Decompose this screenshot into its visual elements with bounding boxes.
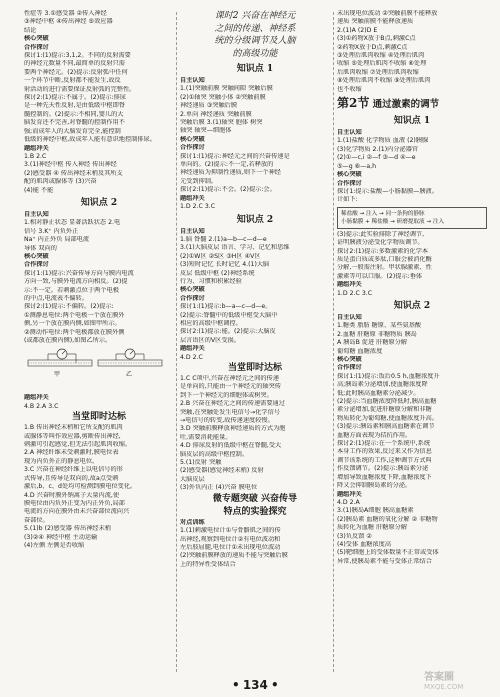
- label-coop: 合作探讨: [337, 179, 362, 187]
- text-line: 1.脑 脊髓 2.(1)a—b—c—d—e: [180, 235, 267, 243]
- diagram-a: [28, 349, 92, 378]
- answer-block: [24, 219, 174, 253]
- text-line: →电信号的转变,故传递速度较慢。: [180, 417, 274, 425]
- knowledge-point-heading: 知识点 1: [393, 116, 431, 127]
- text-line: ③处理后肌肉收缩 ④处理后肌肉: [337, 52, 425, 60]
- label-drill: 题组冲关: [180, 345, 205, 353]
- text-line: 低级的神经中枢,故成年人能有意识地控制排尿。: [24, 136, 156, 144]
- text-line: 微专题突破 兴奋传导: [212, 493, 298, 504]
- knowledge-point-heading: 知识点 2: [393, 300, 431, 311]
- text-line: 5.(1)反射 突触: [180, 459, 222, 467]
- section-heading-ontime: 当堂即时达标: [227, 363, 282, 373]
- text-line: ②测动作电位:两个电极都放在膜外侧: [24, 328, 125, 336]
- text-line: (2)提示:当血糖浓度降低时,胰高血糖: [337, 398, 437, 406]
- text-line: 探讨1:(1)提示:3,1,2。不同的反射需要: [24, 52, 131, 60]
- text-line: 素分泌增加,促进肝糖原分解和非糖: [337, 406, 432, 414]
- text-line: (或都放在膜内侧),如图乙所示。: [24, 337, 112, 345]
- text-line: 增加导致血糖浓度下降,血糖浓度下: [337, 473, 432, 481]
- probe-block: [180, 303, 330, 328]
- answer-line: 4.B 2.A 3.C: [24, 402, 59, 410]
- text-line: 1.糖类 脂肪 糖原、某些氨基酸: [337, 322, 422, 330]
- probe-block: [24, 312, 174, 346]
- probe-block: [180, 153, 330, 195]
- text-line: 是一种先天性反射,是由低级中枢即脊: [24, 102, 125, 110]
- text-line: 突触后膜 3.(1)轴突 胞体 树突: [180, 119, 263, 127]
- text-line: 后肌肉收缩 ⑦处理后肌肉收缩: [337, 68, 419, 76]
- text-line: (5)靶细胞上的受体数量不正常或受体: [337, 549, 439, 557]
- text-line: 3.(1)胰岛A细胞 胰高血糖素: [337, 507, 414, 515]
- text-line: 探讨2:(1)提示:不会。(2)提示:会。: [180, 186, 276, 194]
- text-line: ⑧处理后肌肉不收缩 ⑨处理后肌肉: [337, 77, 431, 85]
- text-line: 一个环节中断,反射都不能发生,故反: [24, 77, 121, 85]
- text-line: 探讨2:(1)提示:在一个系统中,系统: [337, 440, 431, 448]
- figure-label: 乙: [126, 371, 133, 379]
- label-core: 核心突破: [24, 252, 49, 260]
- text-line: 探讨2:(1)提示:多数激素的化学本: [337, 247, 429, 255]
- text-line: 探讨2:(1)提示:能。(2)提示:大脑皮: [180, 328, 276, 336]
- text-line: 未出现电位波动 ②突触前膜不能释放: [337, 10, 438, 17]
- text-line: ⑤—g ⑥—a,h: [337, 162, 377, 170]
- text-line: 收缩 ⑤处理后肌肉不收缩 ⑥处理: [337, 60, 427, 68]
- section-number: 第2节: [337, 96, 370, 111]
- text-line: 探讨1:(1)提示:b—a—c—d—e。: [180, 303, 272, 311]
- answer-line: 1.D 2.C 3.C: [180, 203, 216, 211]
- text-line: 物质转化为葡萄糖,使血糖浓度升高。: [337, 414, 438, 422]
- text-line: 轴突 轴突—细胞体: [180, 127, 232, 135]
- text-line: 出神经,观察到电位计②有电位波动和: [180, 535, 281, 543]
- answer-block: [180, 375, 330, 493]
- text-line: 示:不一定。若刺激点位于两个电极: [24, 286, 119, 294]
- knowledge-point-heading: 知识点 2: [236, 214, 274, 225]
- answer-line: 4.D 2.A: [337, 498, 360, 506]
- text-line: (2)①轴突 突触小体 ②突触前膜: [180, 93, 266, 101]
- section-name: 通过激素的调节: [372, 99, 440, 111]
- text-line: 高;胰岛素分泌增加,使血糖浓度降: [337, 381, 428, 389]
- text-line: (3)化学物质 2.(1)内分泌器官: [337, 145, 419, 153]
- flow-diagram: [337, 207, 487, 229]
- text-line: 课时2 兴奋在神经元: [214, 11, 296, 21]
- text-line: 层言语区的V区受损。: [180, 336, 240, 344]
- answer-block: [180, 236, 330, 286]
- text-line: 递质 突触前膜不能释放递质: [337, 18, 414, 26]
- text-line: 2.血糖 肝糖原 非糖物质 胰岛: [337, 330, 417, 338]
- label-coop: 合作探讨: [337, 364, 362, 372]
- column-left: [24, 10, 174, 675]
- text-line: 到下一个神经元的细胞体或树突。: [180, 391, 273, 399]
- text-line: 探讨1:提示:盐酸—小肠黏膜—胰液。: [337, 187, 438, 195]
- text-line: 调节该系统的工作,这种调节方式叫: [337, 456, 432, 464]
- text-line: 也不收缩: [337, 85, 362, 93]
- answer-block: [337, 507, 487, 566]
- answer-block: [24, 424, 174, 550]
- text-line: 3.D 突触前膜释放神经递质的方式为胞: [180, 425, 286, 433]
- text-line: 1.相对静止状态 显著活跃状态 2.电: [24, 219, 121, 227]
- text-line: 奋部位。: [24, 516, 49, 524]
- text-line: (3)提示:此实验排除了神经调节,: [337, 230, 425, 238]
- text-line: (2)突触前膜释放的递质不能与突触后膜: [180, 552, 288, 560]
- text-line: 激素等可以口服。(2)提示:垂体: [337, 272, 423, 280]
- text-line: 是单向的,只能由一个神经元的轴突传: [180, 383, 281, 391]
- text-line: 左后肢屈腿,电位计①未出现电位波动: [180, 543, 281, 551]
- text-line: 的高级功能: [232, 48, 278, 59]
- answer-line: 1.D 2.C 3.C: [337, 289, 373, 297]
- electrode-diagram: [24, 346, 164, 392]
- text-line: 1.(1)盐酸 化学物质 血液 (2)胰腺: [337, 137, 429, 145]
- text-line: 5.(1)b (2)感受器 传出神经末梢: [24, 525, 111, 533]
- answer-line: 4.D 2.C: [180, 353, 203, 361]
- label-self: 自主认知: [180, 77, 205, 84]
- answer-block: [180, 85, 330, 135]
- text-line: Na⁺ 内正外负 局部电流: [24, 236, 90, 244]
- text-line: A 胰岛B 促进 肝糖原分解: [337, 339, 408, 347]
- label-self: 自主认知: [337, 129, 362, 137]
- text-line: 异常,使胰岛素不能与受体正常结合: [337, 557, 432, 565]
- label-coop: 合作探讨: [24, 43, 49, 51]
- text-line: 葡萄糖 血糖浓度: [337, 347, 383, 355]
- text-line: (2)①W区 ②S区 ③H区 ④V区: [180, 252, 261, 260]
- text-line: 计如下:: [337, 196, 358, 204]
- text-line: 的中点,电流表不偏转。: [24, 295, 88, 302]
- text-line: 方向一致,与膜外电流方向相反。(2)提: [24, 278, 128, 286]
- probe-block: [337, 231, 487, 281]
- label-core: 核心突破: [180, 135, 205, 143]
- text-line: (3)负反馈 ②: [337, 532, 372, 540]
- label-drill: 题组冲关: [24, 144, 49, 152]
- label-self: 自主认知: [180, 227, 205, 235]
- text-line: 刺激可引起感觉,但无法引起肌肉收缩。: [24, 441, 132, 449]
- label-drill: 题组冲关: [337, 490, 362, 498]
- label-coop: 合作探讨: [24, 261, 49, 269]
- text-line: (3)①药物X放于B点,刺激C点: [337, 35, 416, 43]
- text-line: 大脑皮层: [180, 475, 205, 483]
- text-line: 神经递质为抑制性递质,则下一个神经: [180, 169, 281, 177]
- text-line: 配的肌肉或腺体等 (3)兴奋: [24, 178, 97, 186]
- label-drill: 题组冲关: [24, 394, 49, 402]
- lesson-title: [180, 10, 330, 60]
- text-line: 信号 3.K⁺ 内负外正: [24, 227, 79, 235]
- text-line: 证明胰液分泌受化学物质调节。: [337, 239, 424, 247]
- text-line: 强;而成年人的大脑发育完全,能控制: [24, 127, 121, 135]
- text-line: 2.(1)A (2)D E: [337, 26, 378, 34]
- text-line: 探讨2:(1)提示:不偏转。(2)提示:: [24, 303, 114, 311]
- probe-block: [24, 94, 174, 144]
- text-line: ①测静息电位:两个电极一个放在膜外: [24, 311, 125, 319]
- text-line: 1.(1)突触前膜 突触间隙 突触后膜: [180, 85, 273, 93]
- watermark-url: MXQE.COM: [424, 683, 464, 691]
- text-line: 质是蛋白质或多肽,口服会被消化酶: [337, 255, 432, 263]
- probe-block: [337, 188, 487, 205]
- text-line: (2)①—c,i ②—f ③—d ④—e: [337, 154, 416, 162]
- text-line: 降又会抑制胰岛素的分泌。: [337, 482, 412, 490]
- label-drill: 题组冲关: [337, 281, 362, 289]
- text-line: 3.(1)大脑皮层 语言、学习、记忆和思维: [180, 244, 290, 252]
- label-self: 自主认知: [24, 210, 49, 218]
- probe-block: [180, 328, 330, 345]
- label-coop: 合作探讨: [180, 294, 205, 302]
- text-line: 电流的方向在膜外由未兴奋部位流向兴: [24, 508, 130, 516]
- text-line: 或腺体等叫作效应器,剪断传出神经,: [24, 432, 121, 440]
- text-line: 探讨1:(1)提示:神经元之间的兴奋传递是: [180, 152, 290, 160]
- text-line: 吐,需要消耗能量。: [180, 433, 232, 441]
- answer-block: [337, 137, 487, 171]
- label-core: 核心突破: [180, 286, 205, 294]
- answer-block: [180, 527, 330, 569]
- text-line: 要两个神经元。(2)提示:反射弧中任何: [24, 68, 128, 76]
- label-core: 核心突破: [337, 171, 362, 179]
- text-line: 膜电位由内负外正变为内正外负,局部: [24, 499, 125, 507]
- text-line: 单向的。(2)提示:不一定,若释放的: [180, 161, 274, 169]
- watermark: [424, 672, 463, 691]
- text-line: ②药物X放于D点,刺激C点: [337, 43, 408, 51]
- text-line: (2)提示:脊髓中的低级中枢受大脑中: [180, 311, 278, 319]
- text-line: 特点的实验探究: [223, 506, 287, 517]
- knowledge-point-heading: 知识点 2: [80, 197, 118, 208]
- text-line: 式传导,且传导是双向的,故a点受刺: [24, 474, 119, 482]
- text-line: (3)提示:胰岛素和胰高血糖素在调节: [337, 423, 435, 431]
- text-line: 3.C 兴奋在神经纤维上以电信号的形: [24, 466, 123, 474]
- text-line: 质转化为血糖 肝糖原分解: [337, 524, 408, 532]
- text-line: (4)受体 血糖浓度高: [337, 540, 392, 548]
- text-line: 上的特异性受体结合: [180, 560, 236, 568]
- text-line: (2)胰岛素 血糖的氧化分解 ② 非糖物: [337, 515, 438, 523]
- text-line: 2.A 神经纤维未受刺激时,膜电位表: [24, 449, 119, 457]
- text-line: 小肠黏膜 + 稀盐酸 → 研磨提取液 → 注入: [341, 218, 445, 225]
- text-line: 性症等 3.①感受器 ②传入神经: [24, 10, 107, 17]
- answer-block: [24, 161, 174, 195]
- text-line: (2)感受器 ④ 传出神经末梢及其所支: [24, 169, 123, 177]
- label-self: 自主认知: [337, 313, 362, 321]
- label-core: 核心突破: [24, 35, 49, 43]
- text-line: 皮层 低级中枢 (2)神经系统: [180, 269, 255, 277]
- text-line: (2)感受器(感觉神经末梢) 反射: [180, 467, 264, 475]
- text-line: 3.(1)神经中枢 传入神经 传出神经: [24, 161, 117, 169]
- page-number: • 134 •: [232, 678, 279, 692]
- text-line: 侧,另一个放在膜内侧,如图甲所示。: [24, 320, 121, 328]
- page-number-text: 134: [242, 678, 268, 692]
- watermark-text: 答案圈: [424, 672, 454, 683]
- column-middle: [180, 10, 330, 675]
- text-line: 结论: [24, 26, 37, 34]
- text-line: 稀盐酸 → 注入 → 同一条狗的静脉: [341, 210, 425, 217]
- text-block: [24, 10, 174, 35]
- text-line: 突触,在突触处发生电信号→化学信号: [180, 408, 280, 416]
- text-line: 射活动的进行需要保证反射弧的完整性。: [24, 85, 136, 93]
- text-line: 作反馈调节。(2)提示:胰岛素分泌: [337, 465, 429, 473]
- text-line: 1.B 传出神经末梢和它所支配的肌肉: [24, 424, 123, 432]
- column-divider: [333, 12, 334, 672]
- answer-block: [337, 10, 487, 94]
- label-target-training: 对点训练: [180, 518, 205, 526]
- column-right: [337, 10, 487, 675]
- text-line: 相应的高级中枢调控。: [180, 319, 242, 327]
- text-line: (3)外负内正 (4)兴奋 膜电位: [180, 484, 258, 492]
- text-line: ③神经中枢 ④传出神经 ⑤效应器: [24, 18, 113, 26]
- text-line: (3)②④ 神经中枢 主动运输: [24, 533, 98, 541]
- text-line: 探讨1:(1)提示:饭后0.5 h,血糖浓度升: [337, 372, 440, 380]
- text-line: 分解,一般需注射。甲状腺激素、性: [337, 264, 432, 272]
- text-line: 2.单向 神经递质 突触前膜: [180, 110, 252, 118]
- knowledge-point-heading: 知识点 1: [236, 64, 274, 74]
- answer-line: 1.B 2.C: [24, 152, 47, 160]
- text-line: 现为内负外正的静息电位。: [24, 457, 99, 465]
- text-line: 脑皮层的高级中枢控制。: [180, 450, 249, 458]
- text-line: 4.D 兴奋时膜外钠离子大量内流,使: [24, 491, 120, 499]
- text-line: 脑发育还不完善,对脊髓的控制作用不: [24, 119, 125, 127]
- text-line: 激后,b、c、d处均可检测到膜电位变化。: [24, 483, 137, 491]
- text-line: (3)短时记忆 长时记忆 4.(1)大脑: [180, 261, 270, 269]
- text-line: 的神经元数量不同,最简单的反射只需: [24, 60, 125, 68]
- figure-label: 甲: [54, 371, 61, 379]
- text-line: 本身工作的效果,反过来又作为信息: [337, 448, 432, 456]
- answer-block: [337, 322, 487, 356]
- section-title: [337, 96, 487, 112]
- text-line: 之间的传递、神经系: [214, 23, 296, 34]
- label-drill: 题组冲关: [180, 194, 205, 202]
- section-heading-ontime: 当堂即时达标: [71, 412, 126, 423]
- probe-block: [24, 303, 174, 311]
- text-line: 低;此时胰高血糖素分泌减少。: [337, 389, 420, 397]
- text-line: 元受到抑制。: [180, 177, 218, 185]
- micro-topic-heading: [180, 493, 330, 519]
- column-divider: [176, 12, 177, 672]
- text-line: 血糖方面表现为拮抗作用。: [337, 431, 412, 439]
- probe-block: [24, 52, 174, 94]
- text-line: (4)能 不能: [24, 186, 54, 194]
- text-line: 1.(1)刺激电位计①与骨骼肌之间的传: [180, 527, 281, 535]
- diagram-b: [98, 349, 162, 378]
- text-line: 探讨1:(1)提示:兴奋传导方向与膜内电流: [24, 269, 134, 277]
- text-line: 探讨2:(1)提示:不属于。(2)提示:排尿: [24, 94, 126, 102]
- text-line: 神经递质 ③突触后膜: [180, 102, 238, 110]
- text-line: (4)左侧 左侧是否收缩: [24, 541, 85, 549]
- text-line: 1.C C项中,兴奋在神经元之间的传递: [180, 375, 279, 382]
- text-line: 统的分级调节及人脑: [214, 36, 296, 46]
- text-line: 髓控制的。(2)提示:不相同,婴儿的大: [24, 110, 124, 118]
- probe-block: [24, 270, 174, 304]
- label-core: 核心突破: [337, 356, 362, 363]
- text-line: 2.B 兴奋在神经元之间的传递需要通过: [180, 400, 285, 408]
- probe-block: [337, 373, 487, 491]
- text-line: 导体 双向的: [24, 244, 57, 252]
- text-line: 行为、习惯和积累经验: [180, 277, 242, 285]
- text-line: 4.D 排尿反射的低级中枢在脊髓,受大: [180, 442, 282, 450]
- label-coop: 合作探讨: [180, 144, 205, 152]
